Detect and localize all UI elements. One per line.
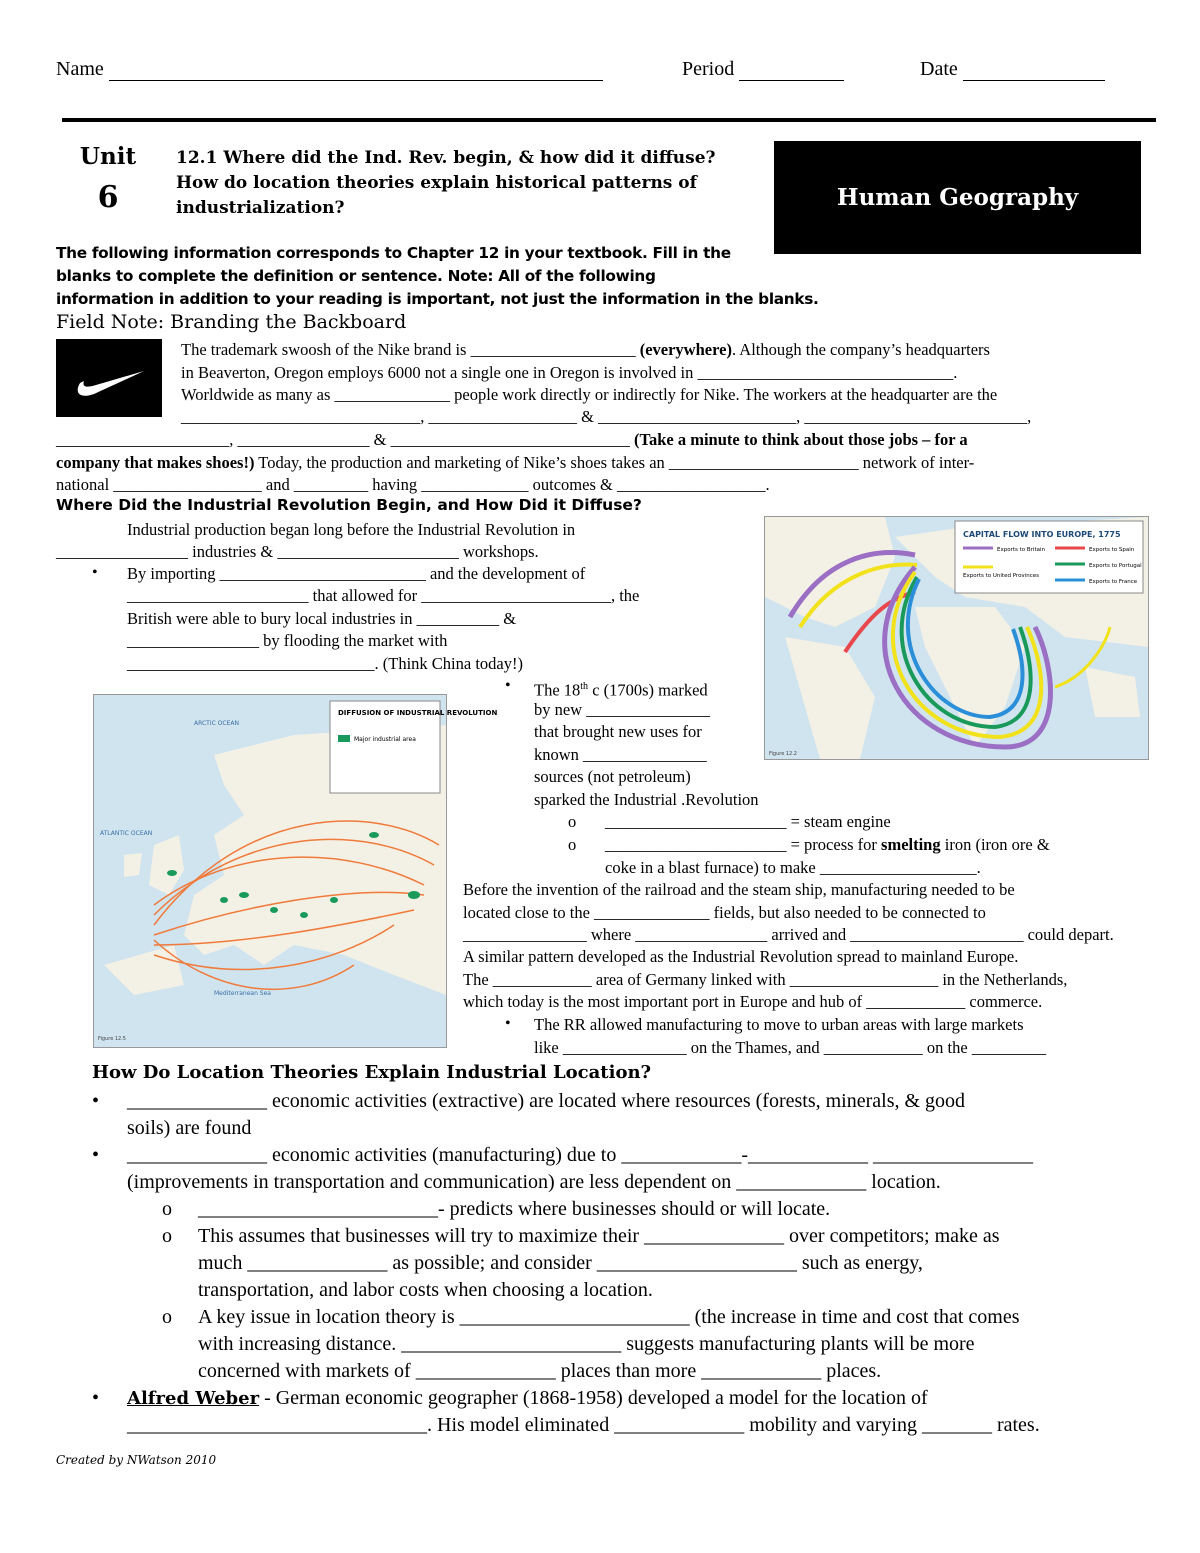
s1-sub-2c: iron (iron ore &	[940, 835, 1050, 854]
s1-bullet-2-line-3: that brought new uses for	[534, 722, 702, 741]
field-note-everywhere: (everywhere)	[639, 340, 732, 359]
s1-para-5: _______________ where ________________ arrived and _____________________ could depart.	[463, 925, 1114, 944]
instructions-line-3: information in addition to your reading is important, not just the information in the blanks.	[56, 290, 819, 308]
s1-bullet-1-line-1: By importing _________________________ and the development of	[127, 564, 586, 583]
bullet-icon: •	[92, 564, 98, 581]
s2-bullet-3	[127, 1385, 928, 1412]
legend-spain: Exports to Spain	[1089, 547, 1135, 553]
s2-sub-2-line-2: much ______________ as possible; and consider ____________________ such as energy,	[198, 1252, 923, 1274]
field-note-line-5a: _____________________, ________________ & _____________________________	[56, 430, 634, 449]
sub-bullet-icon: o	[162, 1225, 172, 1247]
bullet-icon: •	[505, 1015, 511, 1032]
date-blank[interactable]	[963, 62, 1105, 81]
s1-para-1: Industrial production began long before the Industrial Revolution in	[127, 520, 576, 539]
field-note-line-4: _____________________________, __________________ & ________________________, ___________________________,	[181, 407, 1032, 426]
s2-bullet-1: ______________ economic activities (extractive) are located where resources (forests, minerals, & good	[127, 1090, 966, 1112]
s1-para-6: A similar pattern developed as the Industrial Revolution spread to mainland Europe.	[463, 947, 1019, 966]
field-note-title: Field Note: Branding the Backboard	[56, 311, 407, 333]
legend-portugal: Exports to Portugal	[1089, 563, 1142, 569]
sub-bullet-icon: o	[162, 1198, 172, 1220]
s2-sub-3-line-3: concerned with markets of ______________ places than more ____________ places.	[198, 1360, 882, 1382]
field-note-line-1	[181, 339, 990, 362]
course-title: Human Geography	[774, 141, 1141, 254]
period-field[interactable]	[682, 58, 844, 81]
s2-sub-2: This assumes that businesses will try to maximize their ______________ over competitors; make as	[198, 1225, 1000, 1247]
s1-para-7: The ____________ area of Germany linked with __________________ in the Netherlands,	[463, 970, 1068, 989]
field-note-think-prompt: (Take a minute to think about those jobs – for a	[633, 430, 968, 449]
field-note-line-2: in Beaverton, Oregon employs 6000 not a single one in Oregon is involved in _______________________________.	[181, 363, 958, 382]
name-label: Name	[56, 58, 104, 80]
s2-bullet-3-text: - German economic geographer (1868-1958) developed a model for the location of	[259, 1387, 928, 1409]
bullet-icon: •	[92, 1090, 100, 1112]
s2-sub-1: ________________________- predicts where businesses should or will locate.	[198, 1198, 831, 1220]
s1-b2-the18: The 18	[534, 680, 581, 700]
date-field[interactable]	[920, 58, 1105, 81]
s1-bullet-1-line-5: ______________________________. (Think China today!)	[127, 654, 523, 673]
s1-b2-sup: th	[580, 681, 589, 692]
s1-bullet-2-line-6: sparked the Industrial .Revolution	[534, 790, 759, 809]
sub-bullet-icon: o	[568, 812, 577, 831]
s2-bullet-2: ______________ economic activities (manufacturing) due to ____________-____________ ________________	[127, 1144, 1033, 1166]
field-note-shoes: company that makes shoes!)	[56, 453, 255, 472]
footer-credit: Created by NWatson 2010	[56, 1453, 217, 1467]
field-note-line-3: Worldwide as many as ______________ people work directly or indirectly for Nike. The workers at the headquarter are the	[181, 385, 998, 404]
diffusion-figure-label: Figure 12.5	[98, 1036, 126, 1042]
period-label: Period	[682, 58, 735, 80]
s1-sub-1: ______________________ = steam engine	[605, 812, 891, 831]
s1-bullet-2-line-2: by new _______________	[534, 700, 710, 719]
s1-para-4: located close to the ______________ fields, but also needed to be connected to	[463, 903, 986, 922]
s2-bullet-3-line-2: ______________________________. His model eliminated _____________ mobility and varying _______ rates.	[127, 1414, 1040, 1436]
period-blank[interactable]	[739, 62, 844, 81]
unit-number: 6	[97, 180, 119, 215]
s1-bullet-1-line-4: ________________ by flooding the market with	[127, 631, 448, 650]
nike-swoosh-logo	[56, 339, 162, 417]
field-note-line-7: national __________________ and _________ having _____________ outcomes & __________________.	[56, 475, 770, 494]
alfred-weber: Alfred Weber	[127, 1388, 260, 1409]
s2-bullet-1-line-2: soils) are found	[127, 1117, 252, 1139]
section-1-title: Where Did the Industrial Revolution Begin, and How Did it Diffuse?	[56, 496, 642, 514]
capital-flow-figure-label: Figure 12.2	[769, 751, 797, 757]
instructions-line-2: blanks to complete the definition or sentence. Note: All of the following	[56, 267, 656, 285]
diffusion-map-graphic	[94, 695, 498, 1047]
instructions-line-1: The following information corresponds to Chapter 12 in your textbook. Fill in the	[56, 244, 731, 262]
s1-sub-2-smelting: smelting	[881, 835, 941, 854]
field-note-line-6b: Today, the production and marketing of Nike’s shoes takes an _______________________ network of inter-	[254, 453, 975, 472]
s1-bullet-3-line-2: like _______________ on the Thames, and ____________ on the _________	[534, 1038, 1047, 1057]
guiding-question-2: How do location theories explain historical patterns of	[176, 173, 697, 193]
s1-bullet-2-line-4: known _______________	[534, 745, 707, 764]
legend-britain: Exports to Britain	[997, 547, 1045, 553]
name-field[interactable]	[56, 58, 603, 81]
s1-b2-century: c (1700s) marked	[588, 680, 708, 700]
s1-bullet-2-line-5: sources (not petroleum)	[534, 767, 691, 786]
s1-para-3: Before the invention of the railroad and the steam ship, manufacturing needed to be	[463, 880, 1015, 899]
bullet-icon: •	[92, 1387, 100, 1409]
legend-france: Exports to France	[1089, 579, 1138, 585]
s1-sub-2	[605, 834, 1050, 857]
guiding-question-3: industrialization?	[176, 198, 345, 218]
diffusion-legend: Major industrial area	[354, 736, 416, 743]
s2-sub-3-line-2: with increasing distance. ______________________ suggests manufacturing plants will be more	[198, 1333, 975, 1355]
name-blank[interactable]	[109, 62, 603, 81]
field-note-line-5	[56, 429, 968, 452]
s2-sub-3: A key issue in location theory is _______________________ (the increase in time and cost that comes	[198, 1306, 1020, 1328]
field-note-line-6	[56, 452, 974, 475]
atlantic-ocean-label: ATLANTIC OCEAN	[100, 830, 153, 837]
bullet-icon: •	[505, 677, 511, 694]
capital-flow-map	[764, 516, 1149, 760]
s1-para-8: which today is the most important port in Europe and hub of ____________ commerce.	[463, 992, 1043, 1011]
guiding-question-1: 12.1 Where did the Ind. Rev. begin, & how did it diffuse?	[176, 148, 716, 168]
bullet-icon: •	[92, 1144, 100, 1166]
diffusion-map	[93, 694, 498, 1048]
legend-united-provinces: Exports to United Provinces	[963, 573, 1039, 579]
s2-bullet-2-line-2: (improvements in transportation and communication) are less dependent on _____________ location.	[127, 1171, 941, 1193]
field-note-line-1a: The trademark swoosh of the Nike brand is ____________________	[181, 340, 640, 359]
swoosh-icon	[56, 339, 162, 417]
capital-flow-title: CAPITAL FLOW INTO EUROPE, 1775	[963, 530, 1121, 539]
section-2-title: How Do Location Theories Explain Industrial Location?	[92, 1062, 652, 1083]
field-note-line-1c: . Although the company’s headquarters	[731, 340, 990, 359]
s1-sub-2-line-2: coke in a blast furnace) to make ___________________.	[605, 858, 981, 877]
header-divider	[62, 118, 1156, 122]
s2-sub-2-line-3: transportation, and labor costs when choosing a location.	[198, 1279, 653, 1301]
mediterranean-label: Mediterranean Sea	[214, 990, 271, 997]
date-label: Date	[920, 58, 958, 80]
arctic-ocean-label: ARCTIC OCEAN	[194, 720, 239, 727]
s1-bullet-1-line-3: British were able to bury local industries in __________ &	[127, 609, 517, 628]
sub-bullet-icon: o	[568, 835, 577, 854]
s1-bullet-1-line-2: ______________________ that allowed for _______________________, the	[127, 586, 640, 605]
diffusion-map-title: DIFFUSION OF INDUSTRIAL REVOLUTION	[338, 709, 498, 717]
s1-para-2: ________________ industries & ______________________ workshops.	[56, 542, 539, 561]
sub-bullet-icon: o	[162, 1306, 172, 1328]
s1-sub-2a: ______________________ = process for	[605, 835, 882, 854]
capital-flow-map-graphic	[765, 517, 1148, 759]
s1-bullet-3-line-1: The RR allowed manufacturing to move to urban areas with large markets	[534, 1015, 1024, 1034]
unit-label: Unit	[79, 143, 137, 170]
